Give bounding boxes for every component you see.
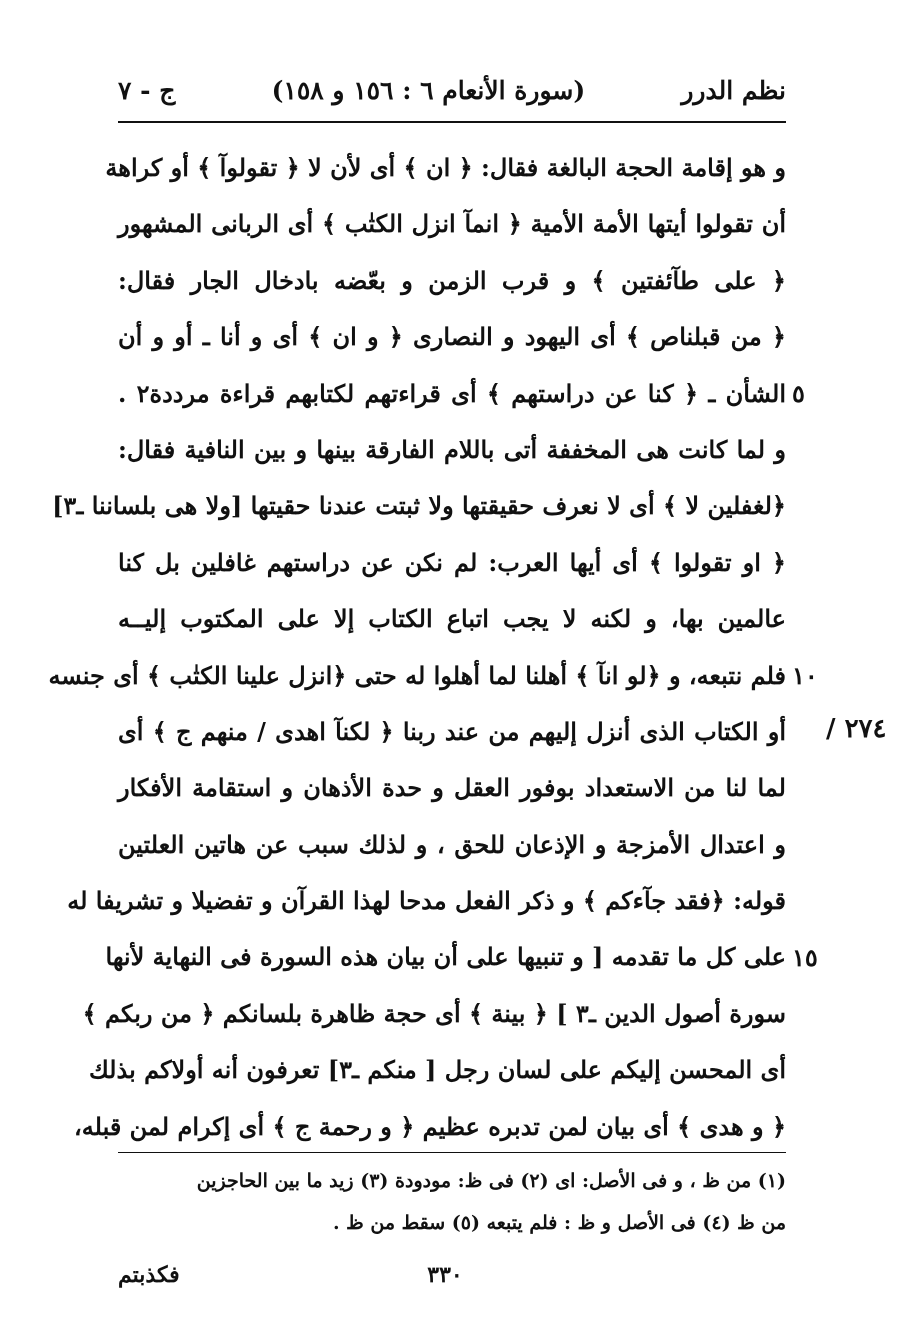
text-line: أى المحسن إليكم على لسان رجل [ منكم ـ٣] تعرفون أنه أولاكم بذلك: [88, 1055, 786, 1085]
text-line: ﴿ و هدى ﴾ أى بيان لمن تدبره عظيم ﴿ و رحمة ج ﴾ أى إكرام لمن قبله،: [74, 1111, 786, 1141]
text-line: ﴿ على طآئفتين ﴾ و قرب الزمن و بعّضه بادخال الجار فقال:: [118, 265, 786, 295]
line-number-5: ٥: [792, 379, 805, 408]
header-rule: [118, 121, 786, 123]
line-number-15: ١٥: [792, 943, 818, 972]
line-number-10: ١٠: [792, 661, 818, 690]
page-number: ٣٣٠: [427, 1262, 463, 1288]
text-line: الشأن ـ ﴿ كنا عن دراستهم ﴾ أى قراءتهم لكتابهم قراءة مرددة٢ .: [118, 378, 786, 408]
text-line: ﴿لغفلين لا ﴾ أى لا نعرف حقيقتها ولا ثبتت عندنا حقيتها [ولا هى بلساننا ـ٣]: [52, 491, 786, 521]
text-line: أن تقولوا أيتها الأمة الأمية ﴿ انمآ انزل الكتٰب ﴾ أى الربانى المشهور: [118, 209, 786, 239]
footnote-rule: [118, 1152, 786, 1153]
text-line: فلم نتبعه، و ﴿لو انآ ﴾ أهلنا لما أهلوا له حتى ﴿انزل علينا الكتٰب ﴾ أى جنسه: [48, 660, 786, 690]
text-line: ﴿ من قبلناص ﴾ أى اليهود و النصارى ﴿ و ان ﴾ أى و أنا ـ أو و أن: [118, 322, 786, 352]
footnote-line: من ظ (٤) فى الأصل و ظ : فلم يتبعه (٥) سقط من ظ .: [332, 1212, 786, 1234]
volume-label: ج - ٧: [118, 75, 176, 105]
catchword: فكذبتم: [118, 1262, 180, 1288]
text-line: ﴿ او تقولوا ﴾ أى أيها العرب: لم نكن عن دراستهم غافلين بل كنا: [118, 547, 786, 577]
surah-reference: (سورة الأنعام ٦ : ١٥٦ و ١٥٨): [271, 75, 586, 105]
text-line: أو الكتاب الذى أنزل إليهم من عند ربنا ﴿ لكنآ اهدى / منهم ج ﴾ أى: [118, 716, 786, 746]
running-head: [118, 68, 786, 112]
text-line: قوله: ﴿فقد جآءكم ﴾ و ذكر الفعل مدحا لهذا القرآن و تفضيلا و تشريفا له: [67, 886, 786, 916]
footnotes: [118, 1160, 786, 1244]
text-line: و هو إقامة الحجة البالغة فقال: ﴿ ان ﴾ أى لأن لا ﴿ تقولوآ ﴾ أو كراهة: [105, 153, 786, 182]
text-line: و اعتدال الأمزجة و الإذعان للحق ، و لذلك سبب عن هاتين العلتين: [118, 829, 786, 859]
text-line: سورة أصول الدين ـ٣ ] ﴿ بينة ﴾ أى حجة ظاهرة بلسانكم ﴿ من ربكم ﴾: [82, 998, 786, 1028]
body-text: [48, 140, 786, 1155]
margin-folio-reference: ٢٧٤ /: [826, 714, 887, 744]
text-line: لما لنا من الاستعداد بوفور العقل و حدة الأذهان و استقامة الأفكار: [118, 773, 786, 803]
text-line: و لما كانت هى المخففة أتى باللام الفارقة بينها و بين النافية فقال:: [118, 434, 786, 464]
text-line: على كل ما تقدمه [ و تنبيها على أن بيان هذه السورة فى النهاية لأنها: [105, 942, 786, 972]
text-line: عالمين بها، و لكنه لا يجب اتباع الكتاب إلا على المكتوب إليــه: [118, 604, 786, 634]
book-title: نظم الدرر: [681, 75, 786, 105]
footnote-line: (١) من ظ ، و فى الأصل: اى (٢) فى ظ: مودودة (٣) زيد ما بين الحاجزين: [196, 1170, 786, 1192]
